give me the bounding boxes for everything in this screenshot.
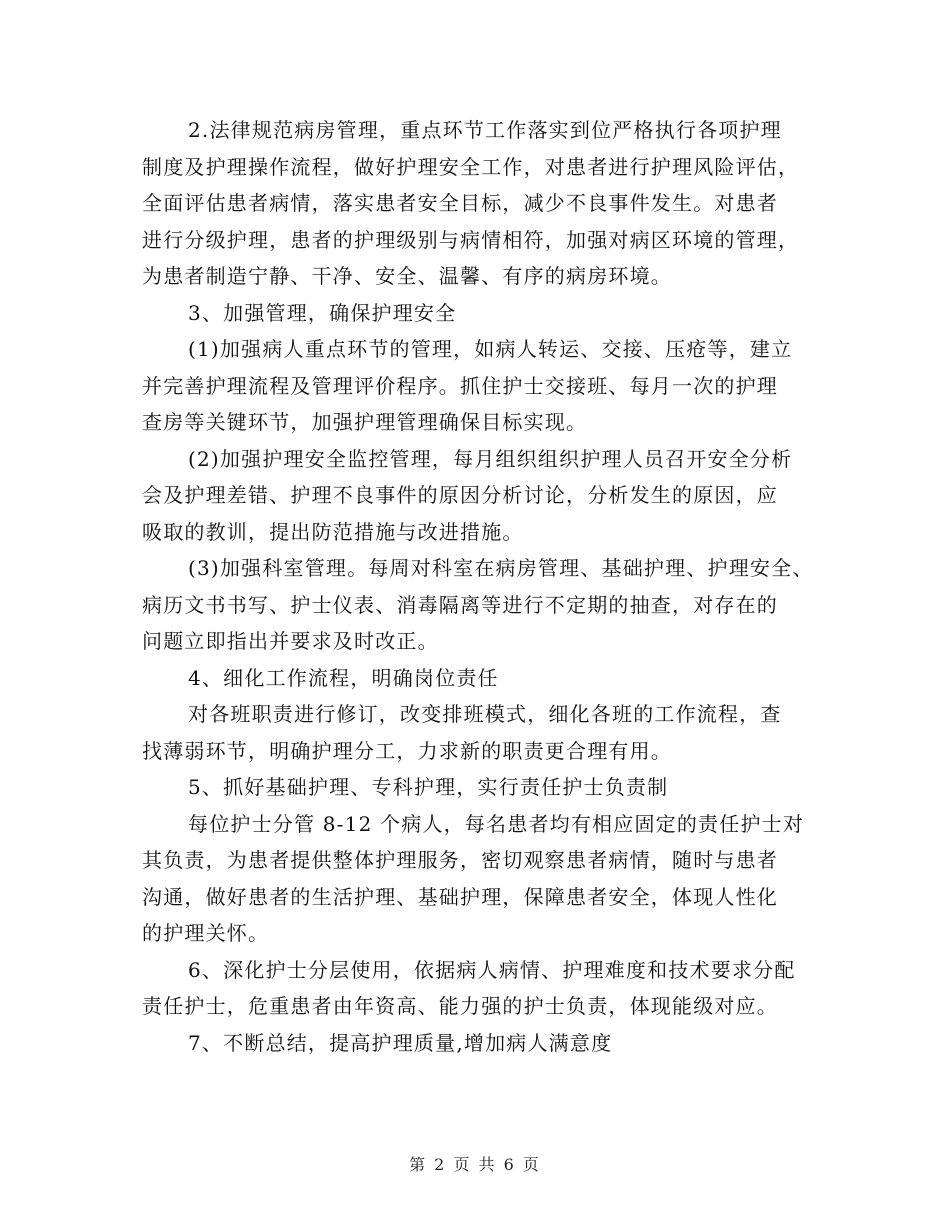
text-line: (2)加强护理安全监控管理，每月组织组织护理人员召开安全分析 [188,446,793,471]
section-heading: 3、加强管理，确保护理安全 [188,300,457,325]
heading-section-7 [142,1025,822,1062]
text-line: 进行分级护理，患者的护理级别与病情相符，加强对病区环境的管理， [142,227,800,252]
text-line: 为患者制造宁静、干净、安全、温馨、有序的病房环境。 [142,264,672,288]
paragraph-item-1 [142,331,822,441]
paragraph-section-4 [142,696,822,769]
text-line: (1)加强病人重点环节的管理，如病人转运、交接、压疮等，建立 [188,337,793,361]
text-line: 并完善护理流程及管理评价程序。抓住护士交接班、每月一次的护理 [142,373,778,398]
text-line: 2.法律规范病房管理，重点环节工作落实到位严格执行各项护理 [188,118,782,142]
text-line: 对各班职责进行修订，改变排班模式，细化各班的工作流程，查 [188,702,782,726]
text-line: 的护理关怀。 [142,921,270,945]
text-line: 6、深化护士分层使用，依据病人病情、护理难度和技术要求分配 [188,957,796,982]
section-heading: 4、细化工作流程，明确岗位责任 [188,665,499,690]
section-heading: 5、抓好基础护理、专科护理，实行责任护士负责制 [188,775,669,799]
heading-section-3 [142,295,822,332]
text-line: 吸取的教训，提出防范措施与改进措施。 [142,519,524,544]
document-body [142,112,822,1061]
text-line: 责任护士，危重患者由年资高、能力强的护士负责，体现能级对应。 [142,994,778,1018]
text-line: 查房等关键环节，加强护理管理确保目标实现。 [142,410,588,434]
heading-section-5 [142,769,822,806]
section-heading: 7、不断总结，提高护理质量,增加病人满意度 [188,1030,613,1055]
text-line: (3)加强科室管理。每周对科室在病房管理、基础护理、护理安全、 [188,556,814,580]
text-line: 全面评估患者病情，落实患者安全目标，减少不良事件发生。对患者 [142,191,778,215]
text-line: 其负责，为患者提供整体护理服务，密切观察患者病情，随时与患者 [142,848,778,872]
heading-section-4 [142,660,822,697]
text-line: 沟通，做好患者的生活护理、基础护理，保障患者安全，体现人性化 [142,884,778,909]
text-line: 找薄弱环节，明确护理分工，力求新的职责更合理有用。 [142,738,672,763]
paragraph-item-2 [142,441,822,551]
text-line: 问题立即指出并要求及时改正。 [142,629,439,653]
text-line: 每位护士分管 8-12 个病人，每名患者均有相应固定的责任护士对 [188,811,805,836]
text-line: 制度及护理操作流程，做好护理安全工作，对患者进行护理风险评估， [142,154,800,179]
paragraph-section-5 [142,806,822,952]
paragraph-item-3 [142,550,822,660]
text-line: 病历文书书写、护士仪表、消毒隔离等进行不定期的抽查，对存在的 [142,592,778,617]
paragraph-section-6 [142,952,822,1025]
text-line: 会及护理差错、护理不良事件的原因分析讨论，分析发生的原因，应 [142,483,778,507]
paragraph-ward-management [142,112,822,295]
page-number-footer: 第 2 页 共 6 页 [409,1155,541,1174]
